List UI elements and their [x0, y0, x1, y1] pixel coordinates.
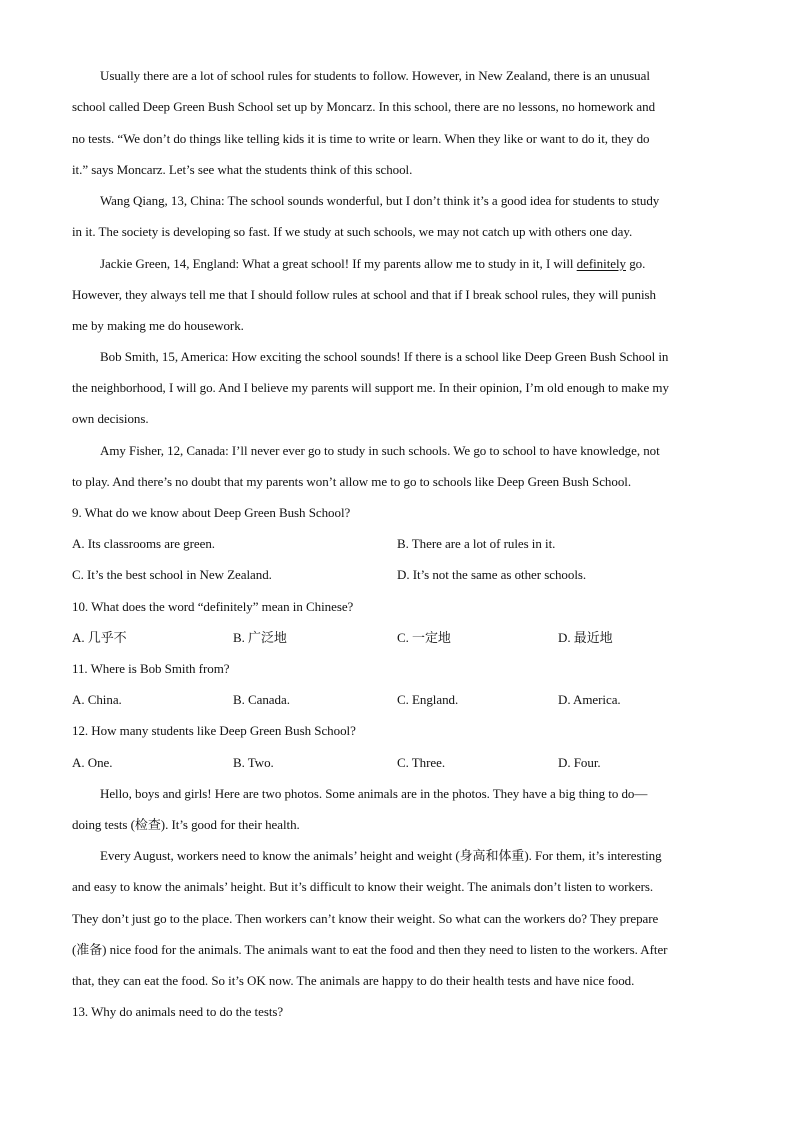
option-a: A. Its classrooms are green. [72, 536, 215, 551]
option-d: D. It’s not the same as other schools. [397, 567, 587, 582]
option-b: B. There are a lot of rules in it. [397, 536, 556, 551]
passage2-line: (准备) nice food for the animals. The animals want to eat the food and then they need to listen to the workers. After [72, 942, 668, 957]
question-stem: 12. How many students like Deep Green Bush School? [72, 723, 356, 738]
question-stem: 13. Why do animals need to do the tests? [72, 1004, 284, 1019]
passage2-line: They don’t just go to the place. Then workers can’t know their weight. So what can the workers do? They prepare [72, 911, 659, 926]
option-d: D. America. [558, 692, 621, 707]
passage1-line: Wang Qiang, 13, China: The school sounds wonderful, but I don’t think it’s a good idea for students to study [100, 193, 660, 208]
passage1-line: Bob Smith, 15, America: How exciting the school sounds! If there is a school like Deep Green Bush School in [100, 349, 669, 364]
option-d: D. Four. [558, 755, 601, 770]
passage1-line: Usually there are a lot of school rules for students to follow. However, in New Zealand, there is an unusual [100, 68, 650, 83]
passage2-line: and easy to know the animals’ height. But it’s difficult to know their weight. The animals don’t listen to workers. [72, 879, 654, 894]
option-c: C. Three. [397, 755, 446, 770]
option-a: A. China. [72, 692, 122, 707]
underlined-word: definitely [576, 256, 626, 271]
passage1-line: me by making me do housework. [72, 318, 244, 333]
passage1-line: school called Deep Green Bush School set up by Moncarz. In this school, there are no lessons, no homework and [72, 99, 656, 114]
passage1-line: to play. And there’s no doubt that my parents won’t allow me to go to schools like Deep Green Bush School. [72, 474, 632, 489]
passage1-line [100, 255, 732, 273]
passage1-line: However, they always tell me that I should follow rules at school and that if I break school rules, they will punish [72, 287, 656, 302]
option-a: A. One. [72, 755, 113, 770]
option-c: C. It’s the best school in New Zealand. [72, 567, 272, 582]
option-b: B. Two. [233, 755, 274, 770]
text-run: go. [626, 256, 646, 271]
passage1-line: Amy Fisher, 12, Canada: I’ll never ever go to study in such schools. We go to school to have knowledge, not [100, 443, 660, 458]
question-stem: 9. What do we know about Deep Green Bush School? [72, 505, 351, 520]
option-d: D. 最近地 [558, 630, 613, 645]
passage1-line: no tests. “We don’t do things like telling kids it is time to write or learn. When they like or want to do it, they do [72, 131, 650, 146]
passage1-line: the neighborhood, I will go. And I believe my parents will support me. In their opinion, I’m old enough to make my [72, 380, 669, 395]
question-stem: 11. Where is Bob Smith from? [72, 661, 230, 676]
passage1-line: in it. The society is developing so fast. If we study at such schools, we may not catch up with others one day. [72, 224, 633, 239]
text-run: Jackie Green, 14, England: What a great school! If my parents allow me to study in it, I will [100, 256, 577, 271]
option-b: B. 广泛地 [233, 630, 287, 645]
option-c: C. England. [397, 692, 459, 707]
passage1-line: own decisions. [72, 411, 149, 426]
passage2-line: Hello, boys and girls! Here are two photos. Some animals are in the photos. They have a big thing to do— [100, 786, 648, 801]
passage2-line: doing tests (检查). It’s good for their health. [72, 817, 300, 832]
option-a: A. 几乎不 [72, 630, 127, 645]
passage1-line: it.” says Moncarz. Let’s see what the students think of this school. [72, 162, 413, 177]
passage2-line: Every August, workers need to know the animals’ height and weight (身高和体重). For them, it’s interesting [100, 848, 662, 863]
passage2-line: that, they can eat the food. So it’s OK now. The animals are happy to do their health tests and have nice food. [72, 973, 635, 988]
option-c: C. 一定地 [397, 630, 451, 645]
option-b: B. Canada. [233, 692, 290, 707]
question-stem: 10. What does the word “definitely” mean in Chinese? [72, 599, 354, 614]
